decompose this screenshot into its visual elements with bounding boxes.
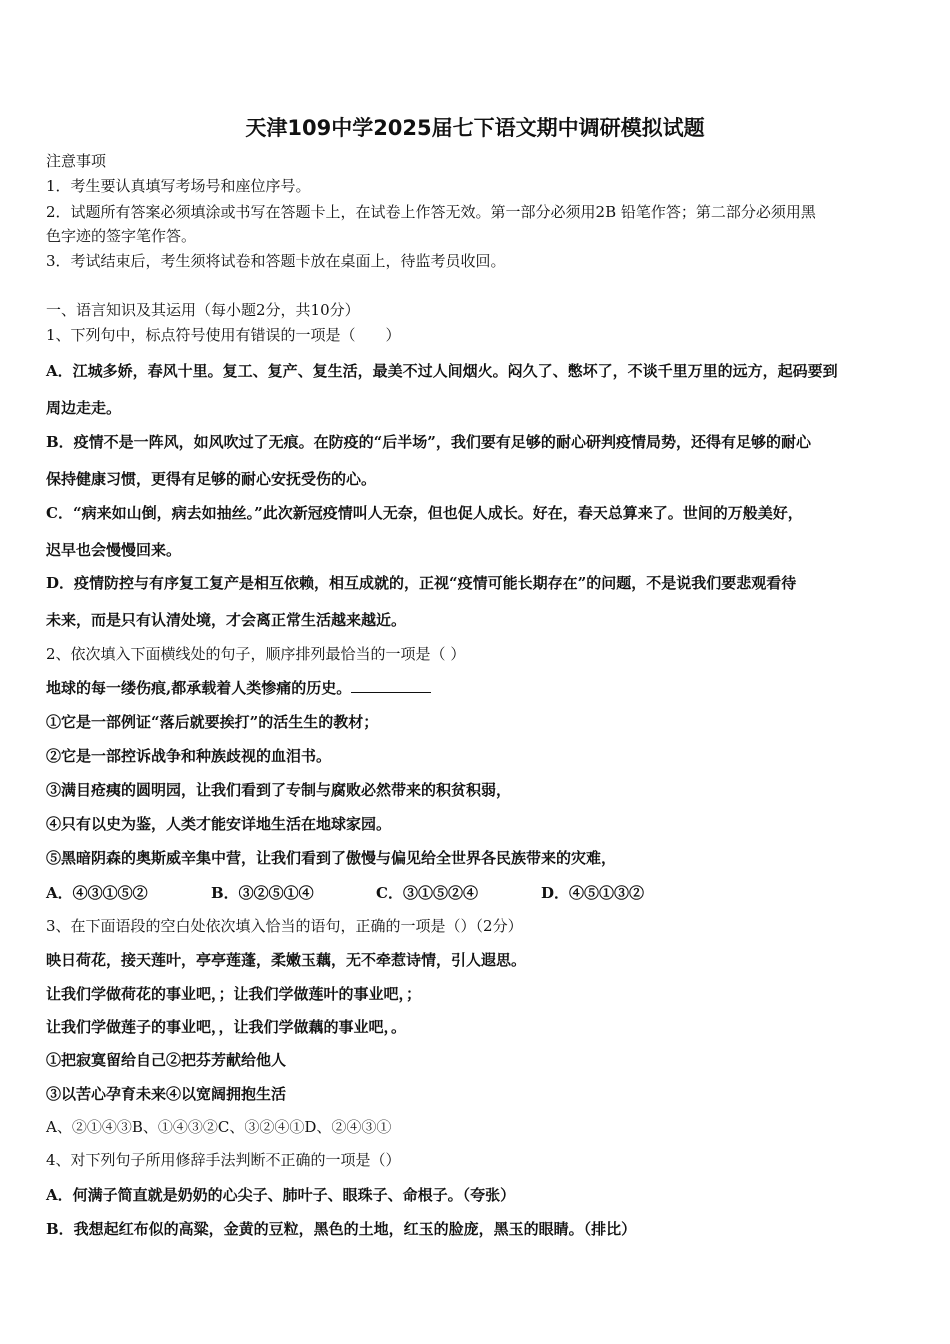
q4-option-a: A．何满子简直就是奶奶的心尖子、肺叶子、眼珠子、命根子。（夸张） <box>46 1186 516 1204</box>
q4-stem: 4、对下列句子所用修辞手法判断不正确的一项是（） <box>46 1151 401 1169</box>
q2-item-1: ①它是一部例证“落后就要挨打”的活生生的教材； <box>46 713 379 731</box>
q1-option-c: C．“病来如山倒，病去如抽丝。”此次新冠疫情叫人无奈，但也促人成长。好在，春天总算来了。世间的万般美好， <box>46 504 803 522</box>
notice-item-2-cont: 色字迹的签字笔作答。 <box>46 227 197 245</box>
q3-line-1: 映日荷花，接天莲叶，亭亭莲蓬，柔嫩玉藕，无不牵惹诗情，引人遐思。 <box>46 951 527 969</box>
q2-option-d: D．④⑤①③② <box>541 884 645 902</box>
section-heading: 一、语言知识及其运用（每小题2分，共10分） <box>46 301 360 319</box>
q1-option-c-cont: 迟早也会慢慢回来。 <box>46 541 182 559</box>
q2-item-2: ②它是一部控诉战争和种族歧视的血泪书。 <box>46 747 332 765</box>
q1-option-a: A．江城多娇，春风十里。复工、复产、复生活，最美不过人间烟火。闷久了、憋坏了，不谈千里万里的远方，起码要到 <box>46 362 838 380</box>
q2-item-3: ③满目疮痍的圆明园，让我们看到了专制与腐败必然带来的积贫积弱， <box>46 781 512 799</box>
page-title: 天津109中学2025届七下语文期中调研模拟试题 <box>245 116 705 140</box>
q1-option-d-cont: 未来，而是只有认清处境，才会离正常生活越来越近。 <box>46 611 407 629</box>
q3-line-3: 让我们学做莲子的事业吧，，让我们学做藕的事业吧，。 <box>46 1018 407 1036</box>
notice-item-2: 2．试题所有答案必须填涂或书写在答题卡上，在试卷上作答无效。第一部分必须用2B 铅笔作答；第二部分必须用黑 <box>46 203 816 221</box>
q2-lead <box>46 677 431 699</box>
q2-answer-blank <box>351 678 431 693</box>
notice-item-3: 3．考试结束后，考生须将试卷和答题卡放在桌面上，待监考员收回。 <box>46 252 506 270</box>
q2-option-c: C．③①⑤②④ <box>376 884 478 902</box>
q3-line-5: ③以苦心孕育未来④以宽阔拥抱生活 <box>46 1085 287 1103</box>
q2-option-a: A．④③①⑤② <box>46 884 148 902</box>
q3-line-4: ①把寂寞留给自己②把芬芳献给他人 <box>46 1051 287 1069</box>
q3-options: A、②①④③B、①④③②C、③②④①D、②④③① <box>46 1118 392 1136</box>
q1-option-b: B．疫情不是一阵风，如风吹过了无痕。在防疫的“后半场”，我们要有足够的耐心研判疫情局势，还得有足够的耐心 <box>46 433 811 451</box>
q1-option-d: D．疫情防控与有序复工复产是相互依赖，相互成就的，正视“疫情可能长期存在”的问题，不是说我们要悲观看待 <box>46 574 797 592</box>
q3-stem: 3、在下面语段的空白处依次填入恰当的语句，正确的一项是（）（2分） <box>46 917 523 935</box>
notice-item-1: 1．考生要认真填写考场号和座位序号。 <box>46 177 311 195</box>
q2-item-5: ⑤黑暗阴森的奥斯威辛集中营，让我们看到了傲慢与偏见给全世界各民族带来的灾难， <box>46 849 617 867</box>
q1-option-a-cont: 周边走走。 <box>46 399 122 417</box>
q1-stem: 1、下列句中，标点符号使用有错误的一项是（ ） <box>46 326 401 344</box>
q3-line-2: 让我们学做荷花的事业吧，；让我们学做莲叶的事业吧，； <box>46 985 422 1003</box>
q2-options <box>46 882 706 904</box>
q4-option-b: B．我想起红布似的高粱，金黄的豆粒，黑色的土地，红玉的脸庞，黑玉的眼睛。（排比） <box>46 1220 637 1238</box>
q2-lead-text: 地球的每一缕伤痕,都承载着人类惨痛的历史。 <box>46 679 352 697</box>
notice-heading: 注意事项 <box>46 152 107 170</box>
q2-item-4: ④只有以史为鉴，人类才能安详地生活在地球家园。 <box>46 815 392 833</box>
q2-option-b: B．③②⑤①④ <box>211 884 314 902</box>
q1-option-b-cont: 保持健康习惯，更得有足够的耐心安抚受伤的心。 <box>46 470 377 488</box>
q2-stem: 2、依次填入下面横线处的句子，顺序排列最恰当的一项是（ ） <box>46 645 466 663</box>
